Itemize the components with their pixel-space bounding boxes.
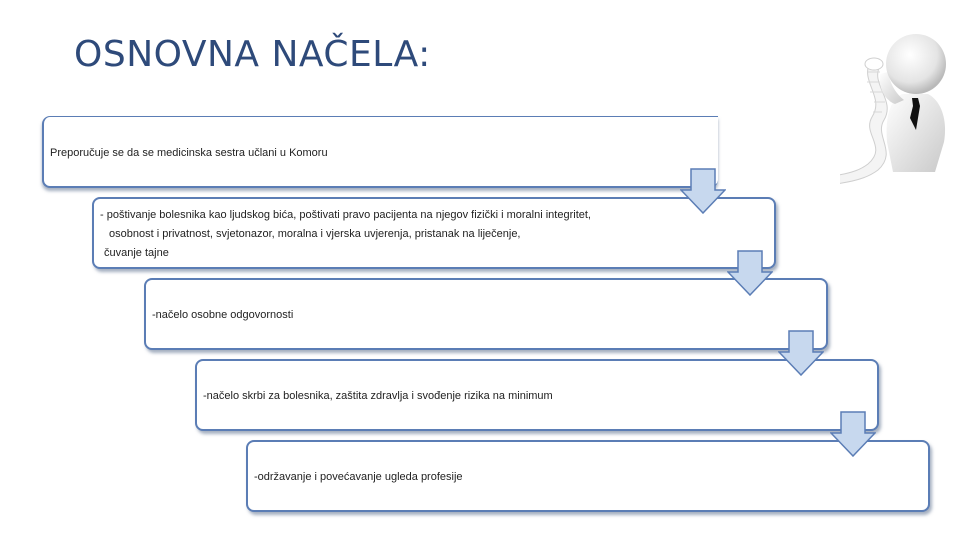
step-box-5 [246,440,930,512]
step-2-line-3: čuvanje tajne [104,247,169,259]
step-3-line-1: -načelo osobne odgovornosti [152,309,294,321]
step-2-line-2: osobnost i privatnost, svjetonazor, moralna i vjerska uvjerenja, pristanak na liječenje, [109,228,521,240]
step-box-3 [144,278,828,350]
step-1-line-1: Preporučuje se da se medicinska sestra učlani u Komoru [50,147,328,159]
step-box-4 [195,359,879,431]
figure-with-scroll-icon [840,22,960,192]
down-arrow-icon [778,330,824,376]
step-2-line-1: - poštivanje bolesnika kao ljudskog bića, poštivati pravo pacijenta na njegov fizički i moralni integritet, [100,209,591,221]
step-4-line-1: -načelo skrbi za bolesnika, zaštita zdravlja i svođenje rizika na minimum [203,390,553,402]
down-arrow-icon [830,411,876,457]
step-5-line-1: -održavanje i povećavanje ugleda profesije [254,471,463,483]
step-box-1 [42,116,718,188]
page-title: OSNOVNA NAČELA: [74,34,431,75]
down-arrow-icon [727,250,773,296]
step-box-2 [92,197,776,269]
down-arrow-icon [680,168,726,214]
